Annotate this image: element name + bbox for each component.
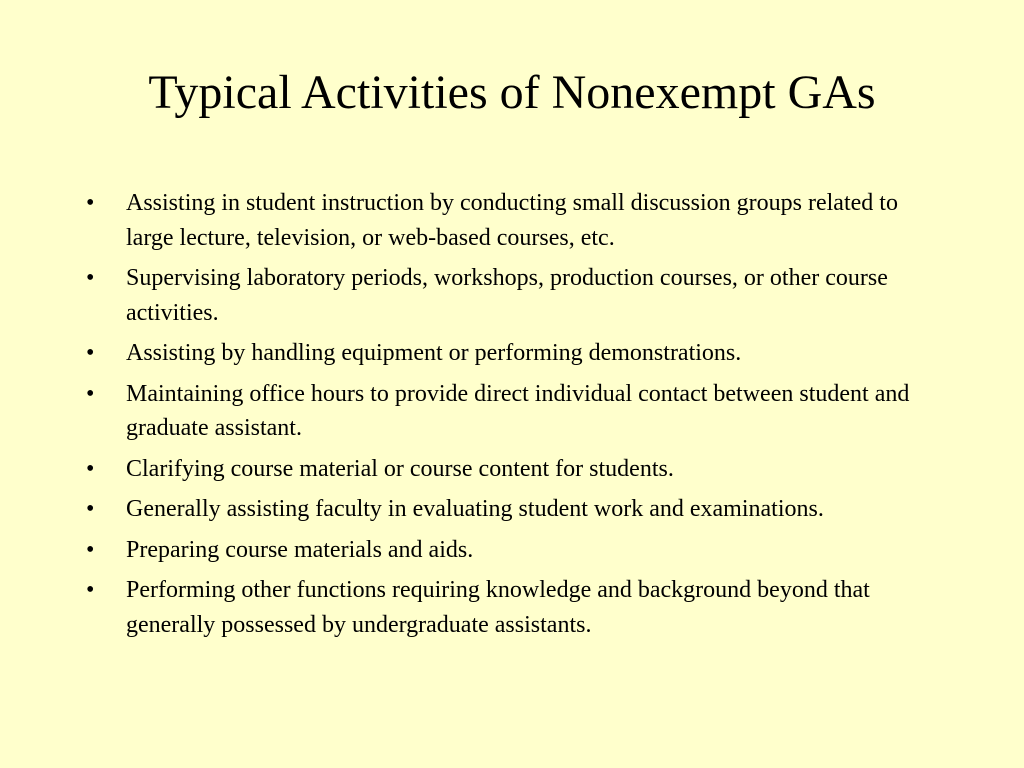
bullet-item (86, 452, 946, 487)
bullet-text: Maintaining office hours to provide direct individual contact between student and graduate assistant. (126, 380, 910, 441)
bullet-text: Supervising laboratory periods, workshops, production courses, or other course activities. (126, 265, 888, 326)
bullet-text: Assisting by handling equipment or performing demonstrations. (126, 340, 742, 366)
bullet-text: Performing other functions requiring knowledge and background beyond that generally possessed by undergraduate assistants. (126, 577, 870, 638)
slide-title: Typical Activities of Nonexempt GAs (148, 66, 876, 119)
bullet-item (86, 336, 946, 371)
bullet-text: Assisting in student instruction by conducting small discussion groups related to large lecture, television, or web-based courses, etc. (126, 190, 898, 251)
bullet-item (86, 186, 946, 255)
bullet-text: Clarifying course material or course content for students. (126, 455, 674, 482)
bullet-item (86, 533, 946, 568)
bullet-icon: • (86, 496, 95, 522)
bullet-item (86, 573, 946, 642)
bullet-icon: • (86, 577, 95, 603)
bullet-icon: • (86, 190, 95, 216)
bullet-icon: • (86, 380, 95, 407)
bullet-icon: • (86, 265, 95, 291)
bullet-list (86, 186, 946, 648)
bullet-icon: • (86, 340, 95, 366)
bullet-item (86, 261, 946, 330)
bullet-text: Generally assisting faculty in evaluating student work and examinations. (126, 496, 824, 522)
bullet-item (86, 492, 946, 527)
bullet-icon: • (86, 455, 95, 482)
bullet-item (86, 377, 946, 446)
bullet-text: Preparing course materials and aids. (126, 536, 474, 563)
bullet-icon: • (86, 536, 95, 563)
